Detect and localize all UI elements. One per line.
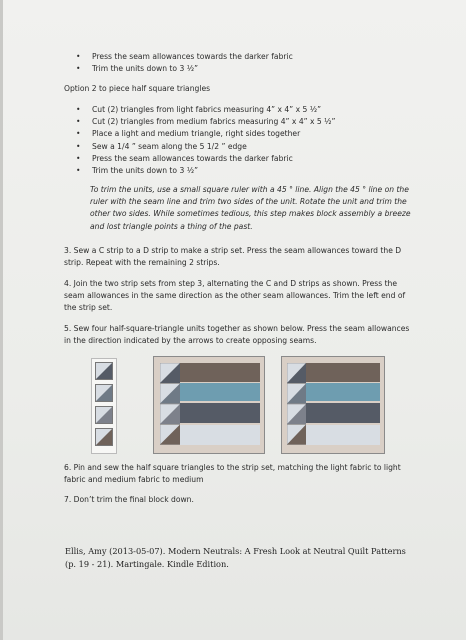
step-4: 4. Join the two strip sets from step 3, alternating the C and D strips as shown. Press the seam allowances in the same direction as the other seam allowances. Trim the left end of the strip set.: [64, 279, 406, 313]
top-bullet-list: [76, 51, 406, 75]
step-7: 7. Don’t trim the final block down.: [64, 495, 194, 504]
light-strip: [180, 425, 260, 445]
step-5: 5. Sew four half-square-triangle units together as shown below. Press the seam allowances in the direction indicated by the arrows to create opposing seams.: [64, 324, 410, 346]
finished-block-figure: [281, 356, 385, 454]
hst-unit: [95, 428, 113, 446]
hst-unit: [95, 406, 113, 424]
list-item: • Trim the units down to 3 ½”: [76, 165, 416, 177]
step-3: 3. Sew a C strip to a D strip to make a strip set. Press the seam allowances toward the D strip. Repeat with the remaining 2 strips.: [64, 246, 402, 268]
list-item: • Place a light and medium triangle, right sides together: [76, 128, 416, 140]
light-strip: [306, 425, 380, 445]
citation: Ellis, Amy (2013-05-07). Modern Neutrals: A Fresh Look at Neutral Quilt Patterns (p. 19 - 21). Martingale. Kindle Edition.: [65, 546, 406, 569]
hst-unit: [95, 362, 113, 380]
hst-column: [287, 363, 306, 445]
brown-strip: [306, 363, 380, 382]
list-item: • Cut (2) triangles from light fabrics measuring 4” x 4” x 5 ½”: [76, 104, 416, 116]
list-item: • Press the seam allowances towards the darker fabric: [76, 153, 416, 165]
list-item: • Press the seam allowances towards the darker fabric: [76, 51, 406, 63]
brown-strip: [180, 363, 260, 382]
list-item: • Sew a 1/4 ” seam along the 5 1/2 ” edge: [76, 141, 416, 153]
strip-set-block-figure: [153, 356, 265, 454]
option2-heading: Option 2 to piece half square triangles: [64, 84, 211, 93]
hst-unit: [95, 384, 113, 402]
slate-strip: [306, 403, 380, 423]
trim-note: To trim the units, use a small square ruler with a 45 ° line. Align the 45 ° line on the ruler with the seam line and trim two sides of the unit. Rotate the unit and trim the other two sides. While sometimes tedious, this step makes block assembly a breeze and lost triangle points a thing of the past.: [90, 185, 411, 231]
list-item: • Trim the units down to 3 ½”: [76, 63, 406, 75]
list-item: • Cut (2) triangles from medium fabrics measuring 4” x 4” x 5 ½”: [76, 116, 416, 128]
teal-strip: [306, 383, 380, 401]
slate-strip: [180, 403, 260, 423]
step-6: 6. Pin and sew the half square triangles to the strip set, matching the light fabric to light fabric and medium fabric to medium: [64, 463, 401, 485]
teal-strip: [180, 383, 260, 401]
hst-column-figure: [91, 358, 117, 454]
hst-column: [160, 363, 180, 445]
option2-bullet-list: [76, 104, 416, 177]
